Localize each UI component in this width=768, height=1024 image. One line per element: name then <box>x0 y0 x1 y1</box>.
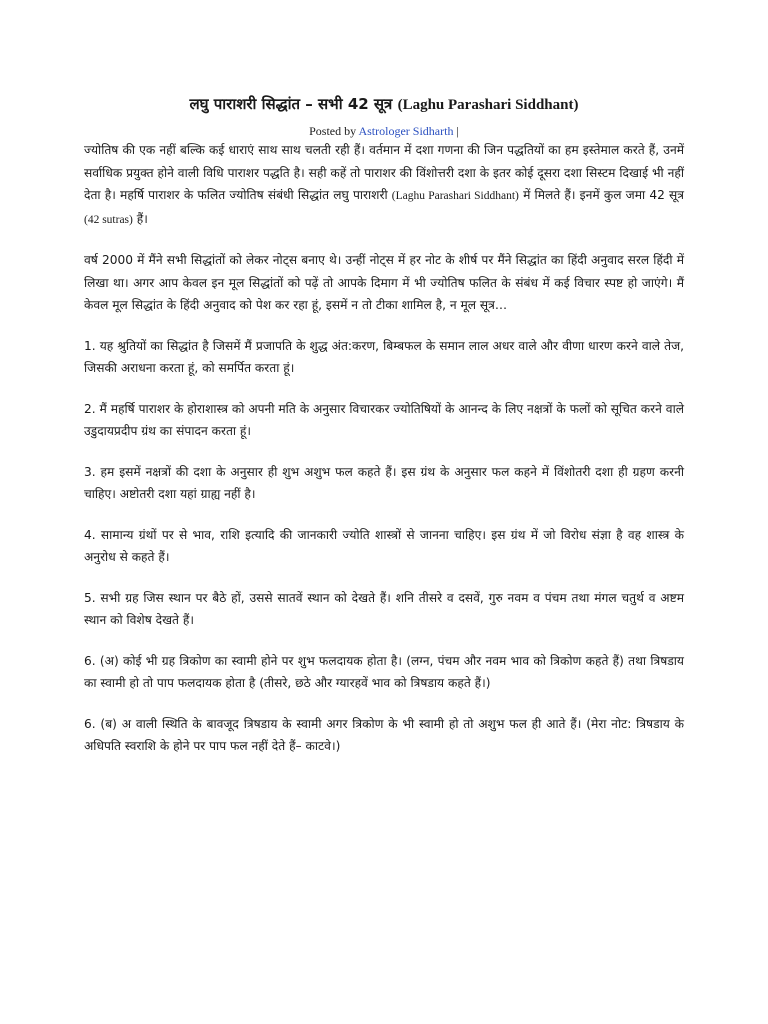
intro-1-text: ज्योतिष की एक नहीं बल्कि कई धाराएं साथ साथ चलती रही हैं। वर्तमान में दशा गणना की जिन पद्धतियों का हम इस्तेमाल करते हैं, उनमें सर्वाधिक प्रयुक्त होने वाली विधि पाराशर पद्धति है। सही कहें तो पाराशर की विंशोत्तरी दशा के इतर कोई दूसरा दशा सिस्टम दिखाई भी नहीं देता है। महर्षि पाराशर के फलित ज्योतिष संबंधी सिद्धांत लघु पाराशरी <box>84 143 684 202</box>
sutra-3: 3. हम इसमें नक्षत्रों की दशा के अनुसार ही शुभ अशुभ फल कहते हैं। इस ग्रंथ के अनुसार फल कहने में विंशोतरी दशा ही ग्रहण करनी चाहिए। अष्टोतरी दशा यहां ग्राह्य नहीं है। <box>84 464 684 501</box>
author-link[interactable]: Astrologer Sidharth <box>358 124 454 138</box>
sutra-2: 2. मैं महर्षि पाराशर के होराशास्त्र को अपनी मति के अनुसार विचारकर ज्योतिषियों के आनन्द के लिए नक्षत्रों के फलों को सूचित करने वाले उडुदायप्रदीप ग्रंथ का संपादन करता हूं। <box>84 401 684 438</box>
sutra-1: 1. यह श्रुतियों का सिद्धांत है जिसमें मैं प्रजापति के शुद्ध अंत:करण, बिम्बफल के समान लाल अधर वाले और वीणा धारण करने वाले तेज, जिसकी अराधना करता हूं, को समर्पित करता हूं। <box>84 338 684 375</box>
title-english: (Laghu Parashari Siddhant) <box>397 97 579 113</box>
byline <box>84 123 684 139</box>
intro-paragraph-2: वर्ष 2000 में मैंने सभी सिद्धांतों को लेकर नोट्स बनाए थे। उन्हीं नोट्स में हर नोट के शीर्ष पर मैंने सिद्धांत का हिंदी अनुवाद सरल हिंदी में लिखा था। अगर आप केवल इन मूल सिद्धांतों को पढ़ें तो आपके दिमाग में भी ज्योतिष फलित के संबंध में कई विचार स्पष्ट हो जाएंगे। मैं केवल मूल सिद्धांत के हिंदी अनुवाद को पेश कर रहा हूं, इसमें न तो टीका शामिल है, न मूल सूत्र… <box>84 253 684 312</box>
intro-1-text-b: में मिलते हैं। इनमें कुल जमा 42 सूत्र <box>523 188 685 202</box>
intro-paragraph-1 <box>84 139 684 231</box>
byline-suffix: | <box>453 124 459 138</box>
intro-1-text-c: हैं। <box>136 211 148 226</box>
document-page <box>84 92 684 758</box>
sutra-6b: 6. (ब) अ वाली स्थिति के बावजूद त्रिषडाय के स्वामी अगर त्रिकोण के भी स्वामी हो तो अशुभ फल ही आते हैं। (मेरा नोट: त्रिषडाय के अधिपति स्वराशि के होने पर पाप फल नहीं देते हैं– काटवे।) <box>84 716 684 753</box>
byline-prefix: Posted by <box>309 124 359 138</box>
sutra-6a: 6. (अ) कोई भी ग्रह त्रिकोण का स्वामी होने पर शुभ फलदायक होता है। (लग्न, पंचम और नवम भाव को त्रिकोण कहते हैं) तथा त्रिषडाय का स्वामी हो तो पाप फलदायक होता है (तीसरे, छठे और ग्यारहवें भाव को त्रिषडाय कहते हैं।) <box>84 653 684 690</box>
intro-1-english-2: (42 sutras) <box>84 213 133 226</box>
title-hindi: लघु पाराशरी सिद्धांत – सभी 42 सूत्र <box>189 95 393 113</box>
page-title <box>84 92 684 117</box>
sutra-4: 4. सामान्य ग्रंथों पर से भाव, राशि इत्यादि की जानकारी ज्योति शास्त्रों से जानना चाहिए। इस ग्रंथ में जो विरोध संज्ञा है वह शास्त्र के अनुरोध से कहते हैं। <box>84 527 684 564</box>
sutra-5: 5. सभी ग्रह जिस स्थान पर बैठे हों, उससे सातवें स्थान को देखते हैं। शनि तीसरे व दसवें, गुरु नवम व पंचम तथा मंगल चतुर्थ व अष्टम स्थान को विशेष देखते हैं। <box>84 590 684 627</box>
intro-1-english: (Laghu Parashari Siddhant) <box>391 190 519 202</box>
